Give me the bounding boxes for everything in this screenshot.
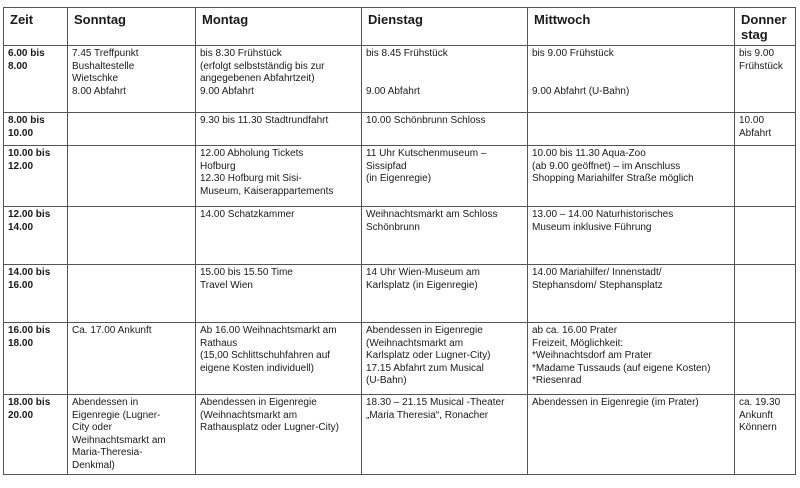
cell-line: Abendessen in Eigenregie	[200, 397, 317, 408]
header-mittwoch: Mittwoch	[528, 8, 735, 46]
cell-line: Freizeit, Möglichkeit:	[532, 337, 624, 349]
cell-line: Rathaus	[200, 337, 238, 349]
cell-line	[72, 209, 191, 222]
cell-line: (erfolgt selbstständig bis zur	[200, 60, 325, 72]
header-montag: Montag	[196, 8, 362, 46]
schedule-cell	[68, 395, 196, 475]
schedule-cell	[68, 323, 196, 395]
schedule-cell	[528, 207, 735, 265]
cell-line: bis 8.45 Frühstück	[366, 48, 448, 59]
cell-line	[532, 115, 730, 128]
cell-line: Museum inklusive Führung	[532, 221, 652, 233]
time-cell	[4, 265, 68, 323]
schedule-cell	[362, 323, 528, 395]
cell-line: *Madame Tussauds (auf eigene Kosten)	[532, 362, 711, 374]
schedule-cell	[68, 207, 196, 265]
cell-line: Abendessen in	[72, 397, 139, 408]
cell-line	[72, 267, 191, 280]
cell-line: 12.00 bis	[8, 209, 51, 220]
cell-line: ca. 19.30	[739, 397, 781, 408]
schedule-row	[4, 146, 796, 207]
schedule-cell	[528, 323, 735, 395]
cell-line: Abendessen in Eigenregie	[366, 325, 483, 336]
header-zeit: Zeit	[4, 8, 68, 46]
schedule-row	[4, 113, 796, 146]
schedule-cell	[68, 265, 196, 323]
cell-line: bis 9.00	[739, 48, 775, 59]
schedule-cell	[735, 207, 796, 265]
cell-line: „Maria Theresia“, Ronacher	[366, 409, 489, 421]
cell-line: 12.00 Abholung Tickets	[200, 148, 304, 159]
cell-line: Museum, Kaiserappartements	[200, 185, 334, 197]
header-dienstag: Dienstag	[362, 8, 528, 46]
schedule-cell	[196, 46, 362, 113]
cell-line: 8.00 Abfahrt	[72, 85, 126, 97]
schedule-cell	[362, 113, 528, 146]
schedule-cell	[196, 265, 362, 323]
schedule-cell	[196, 395, 362, 475]
cell-line: 8.00 bis	[8, 115, 45, 126]
cell-line	[72, 115, 191, 128]
cell-line	[739, 267, 791, 280]
cell-line: 8.00	[8, 60, 28, 72]
schedule-row	[4, 395, 796, 475]
cell-line: Travel Wien	[200, 279, 253, 291]
cell-line: 12.30 Hofburg mit Sisi-	[200, 173, 302, 184]
cell-line: Hofburg	[200, 160, 236, 172]
cell-line: (15,00 Schlittschuhfahren auf	[200, 350, 331, 361]
schedule-cell	[528, 146, 735, 207]
cell-line: 9.30 bis 11.30 Stadtrundfahrt	[200, 115, 329, 126]
cell-line: City oder	[72, 422, 113, 433]
schedule-cell	[735, 113, 796, 146]
cell-line: 18.00	[8, 337, 34, 349]
schedule-cell	[68, 146, 196, 207]
schedule-cell	[528, 265, 735, 323]
cell-line: 14.00 Schatzkammer	[200, 209, 295, 220]
schedule-cell	[362, 146, 528, 207]
cell-line: Shopping Mariahilfer Straße möglich	[532, 173, 694, 184]
schedule-row	[4, 265, 796, 323]
cell-line: Karlsplatz (in Eigenregie)	[366, 279, 478, 291]
cell-line: 14 Uhr Wien-Museum am	[366, 267, 480, 278]
cell-line	[532, 61, 730, 74]
schedule-row	[4, 46, 796, 113]
cell-line: *Riesenrad	[532, 375, 582, 386]
cell-line: Abfahrt	[739, 127, 772, 139]
cell-line: Frühstück	[739, 60, 783, 72]
time-cell	[4, 207, 68, 265]
cell-line	[366, 73, 523, 86]
cell-line: 10.00 bis 11.30 Aqua-Zoo	[532, 148, 646, 159]
cell-line: Sissipfad	[366, 160, 407, 172]
cell-line: *Weihnachtsdorf am Prater	[532, 350, 652, 361]
cell-line: 18.00 bis	[8, 397, 51, 408]
cell-line: 20.00	[8, 409, 34, 421]
cell-line: Wietschke	[72, 73, 119, 84]
time-cell	[4, 46, 68, 113]
cell-line: Eigenregie (Lugner-	[72, 409, 161, 421]
schedule-cell	[735, 265, 796, 323]
cell-line: eigene Kosten individuell)	[200, 362, 314, 374]
cell-line: Ankunft	[739, 409, 773, 421]
schedule-cell	[362, 46, 528, 113]
schedule-cell	[528, 46, 735, 113]
cell-line: 16.00	[8, 279, 34, 291]
cell-line: Denkmal)	[72, 459, 115, 471]
cell-line: 10.00	[8, 127, 34, 139]
schedule-cell	[735, 146, 796, 207]
schedule-cell	[196, 113, 362, 146]
cell-line: Donner	[741, 12, 787, 27]
cell-line: Abendessen in Eigenregie (im Prater)	[532, 397, 699, 408]
header-donnerstag	[735, 8, 796, 46]
schedule-cell	[735, 395, 796, 475]
time-cell	[4, 395, 68, 475]
cell-line: (ab 9.00 geöffnet) – im Anschluss	[532, 160, 681, 172]
cell-line: 6.00 bis	[8, 48, 45, 59]
cell-line: Weihnachtsmarkt am Schloss	[366, 209, 498, 220]
cell-line	[739, 209, 791, 222]
schedule-cell	[196, 146, 362, 207]
cell-line: 16.00 bis	[8, 325, 51, 336]
cell-line: 17.15 Abfahrt zum Musical	[366, 362, 484, 374]
cell-line: Weihnachtsmarkt am	[72, 434, 166, 446]
header-sonntag: Sonntag	[68, 8, 196, 46]
cell-line: Stephansdom/ Stephansplatz	[532, 279, 663, 291]
schedule-table	[3, 7, 796, 475]
cell-line: stag	[741, 27, 768, 42]
cell-line: 12.00	[8, 160, 34, 172]
cell-line: 15.00 bis 15.50 Time	[200, 267, 293, 278]
cell-line: Bushaltestelle	[72, 60, 135, 72]
cell-line: Ca. 17.00 Ankunft	[72, 325, 152, 336]
cell-line: 9.00 Abfahrt	[366, 85, 420, 97]
cell-line: 14.00 Mariahilfer/ Innenstadt/	[532, 267, 662, 278]
schedule-cell	[362, 265, 528, 323]
time-cell	[4, 323, 68, 395]
cell-line: 13.00 – 14.00 Naturhistorisches	[532, 209, 674, 220]
schedule-cell	[68, 113, 196, 146]
cell-line: bis 9.00 Frühstück	[532, 48, 614, 59]
cell-line	[532, 73, 730, 86]
cell-line: (Weihnachtsmarkt am	[200, 409, 298, 421]
cell-line: angegebenen Abfahrtzeit)	[200, 73, 315, 84]
cell-line: Schönbrunn	[366, 221, 420, 233]
time-cell	[4, 113, 68, 146]
schedule-cell	[735, 46, 796, 113]
cell-line: Ab 16.00 Weihnachtsmarkt am	[200, 325, 337, 336]
cell-line: 10.00	[739, 115, 765, 126]
schedule-cell	[196, 323, 362, 395]
schedule-cell	[362, 207, 528, 265]
cell-line: bis 8.30 Frühstück	[200, 48, 282, 59]
cell-line	[739, 148, 791, 161]
header-row	[4, 8, 796, 46]
cell-line	[739, 325, 791, 338]
cell-line	[366, 61, 523, 74]
cell-line: Maria-Theresia-	[72, 447, 143, 458]
time-cell	[4, 146, 68, 207]
schedule-cell	[362, 395, 528, 475]
cell-line: 14.00	[8, 221, 34, 233]
schedule-cell	[528, 113, 735, 146]
cell-line: (U-Bahn)	[366, 375, 407, 386]
schedule-cell	[735, 323, 796, 395]
cell-line: Rathausplatz oder Lugner-City)	[200, 422, 339, 433]
cell-line: 9.00 Abfahrt	[200, 85, 254, 97]
cell-line: Könnern	[739, 422, 777, 433]
cell-line: 11 Uhr Kutschenmuseum –	[366, 148, 487, 159]
cell-line: 14.00 bis	[8, 267, 51, 278]
cell-line: 7.45 Treffpunkt	[72, 48, 139, 59]
cell-line: Karlsplatz oder Lugner-City)	[366, 350, 491, 361]
schedule-cell	[68, 46, 196, 113]
cell-line: 10.00 bis	[8, 148, 51, 159]
schedule-cell	[528, 395, 735, 475]
schedule-row	[4, 323, 796, 395]
schedule-cell	[196, 207, 362, 265]
cell-line: (Weihnachtsmarkt am	[366, 337, 464, 349]
cell-line: (in Eigenregie)	[366, 173, 432, 184]
cell-line: 18.30 – 21.15 Musical -Theater	[366, 397, 505, 408]
schedule-row	[4, 207, 796, 265]
cell-line: 9.00 Abfahrt (U-Bahn)	[532, 85, 630, 97]
cell-line: ab ca. 16.00 Prater	[532, 325, 618, 336]
cell-line: 10.00 Schönbrunn Schloss	[366, 115, 486, 126]
cell-line	[72, 148, 191, 161]
